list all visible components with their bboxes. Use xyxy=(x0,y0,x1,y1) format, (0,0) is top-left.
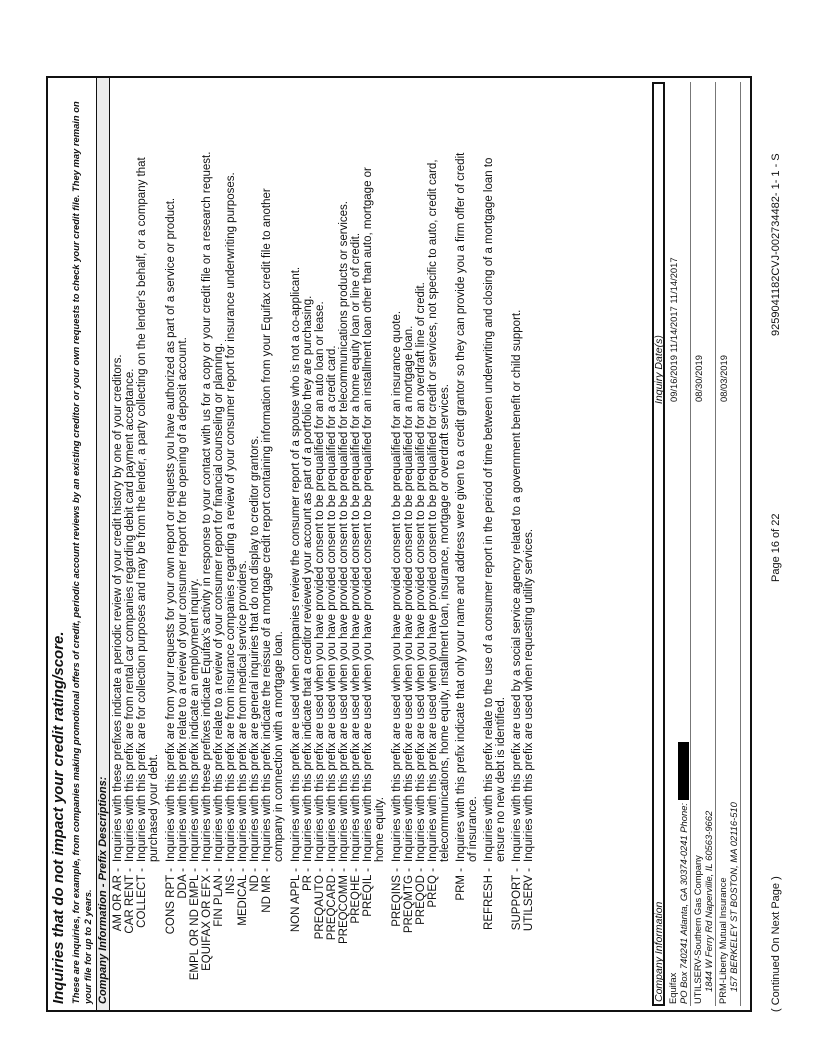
company-address: 157 BERKELEY ST BOSTON, MA 02116-510 xyxy=(728,802,739,992)
prefix-code: ND - xyxy=(249,868,261,892)
prefix-description: Inquiries with this prefix are from medical service providers. xyxy=(237,560,249,862)
prefix-description: Inquiries with this prefix are used when you have provided consent to be prequalified for an installment loan other than auto, mortgage or xyxy=(362,167,374,862)
prefix-code: PREQCARD - xyxy=(326,868,338,941)
company-name: PRM-Liberty Mutual Insurance xyxy=(717,877,728,1004)
continued-note: ( Continued On Next Page ) xyxy=(770,876,782,1012)
table-row xyxy=(691,82,716,1006)
prefix-code: UTILSERV - xyxy=(523,868,535,932)
company-address: PO Box 740241 Atlanta, GA 30374-0241 Phone: xyxy=(678,742,689,1004)
prefix-code: COLLECT - xyxy=(136,868,148,928)
prefix-code: PREQHE - xyxy=(350,868,362,924)
prefix-description: Inquiries with these prefixes indicate a periodic review of your credit history by one of your creditors. xyxy=(112,354,124,862)
prefix-code: ND MR - xyxy=(261,868,273,913)
prefix-description: Inquiries with this prefix indicate an employment inquiry. xyxy=(189,578,201,862)
prefix-code: INS - xyxy=(225,868,237,895)
prefix-code: PR - xyxy=(302,868,314,891)
prefix-description: Inquiries with this prefix are used when companies review the consumer report of a spouse who is not a co-applicant. xyxy=(290,266,302,862)
prefix-descriptions-title: Company Information - Prefix Descriptions: xyxy=(97,776,109,1004)
prefix-description: Inquiries with this prefix relate to the use of a consumer report in the period of time between underwriting and closing of a mortgage loan to xyxy=(483,157,495,862)
prefix-description-continued: telecommunications, home equity, installment loan, insurance, mortgage or overdraft services. xyxy=(439,384,451,862)
inquiry-dates: 09/16/2019 11/14/2017 11/14/2017 xyxy=(668,257,679,402)
prefix-code: PREQMTG - xyxy=(403,868,415,934)
company-table-header xyxy=(652,82,665,1006)
dates-column-header: Inquiry Date(s) xyxy=(653,335,665,404)
prefix-description-continued: company in connection with a mortgage loan. xyxy=(273,631,285,862)
prefix-description: Inquiries with this prefix are used when requesting utility services. xyxy=(523,528,535,862)
prefix-description-continued: home equity. xyxy=(374,797,386,862)
prefix-code: CONS RPT - xyxy=(165,868,177,935)
company-name: UTILSERV-Southern Gas Company xyxy=(692,855,703,1004)
inquiries-section xyxy=(46,76,752,1012)
prefix-description: Inquiries with this prefix are used when you have provided consent to be prequalified for a home equity loan or line of credit. xyxy=(350,232,362,862)
prefix-code: PREQINS - xyxy=(391,868,403,927)
prefix-code: PRM - xyxy=(455,868,467,901)
prefix-description-continued: ensure no new debt is identified. xyxy=(495,697,507,862)
prefix-code: EQUIFAX OR EFX - xyxy=(201,868,213,971)
prefix-description: Inquiries with this prefix are used when you have provided consent to be prequalified for a mortgage loan. xyxy=(403,325,415,862)
company-address: 1844 W Ferry Rd Naperville, IL 60563-9662 xyxy=(703,810,714,992)
company-column-header: Company Information xyxy=(653,901,665,1002)
prefix-code: DDA - xyxy=(177,868,189,899)
prefix-description: Inquiries with this prefix are used when you have provided consent to be prequalified for an auto loan or lease. xyxy=(314,301,326,862)
prefix-code: AM OR AR - xyxy=(112,868,124,932)
prefix-description: Inquiries with this prefix relate to a review of your consumer report for financial counseling or planning. xyxy=(213,342,225,862)
prefix-description-continued: of insurance. xyxy=(467,796,479,862)
prefix-description: Inquiries with this prefix are used when you have provided consent to be prequalified for an overdraft line of credit. xyxy=(415,282,427,862)
prefix-code: PREQCOMM - xyxy=(338,868,350,945)
prefix-description: Inquiries with this prefix are from rental car companies regarding debit card payment acceptance. xyxy=(124,368,136,862)
prefix-code: CAR RENT - xyxy=(124,868,136,934)
prefix-code: EMPL OR ND EMPL - xyxy=(189,868,201,981)
prefix-code: SUPPORT - xyxy=(511,868,523,931)
prefix-descriptions-header xyxy=(96,78,110,1010)
prefix-code: PREQAUTO - xyxy=(314,868,326,940)
section-heading: Inquiries that do not impact your credit rating/score. xyxy=(50,631,67,1004)
prefix-code: PREQOD - xyxy=(415,868,427,925)
prefix-description: Inquiries with this prefix indicate the reissue of a mortgage credit report containing information from your Equifax credit file to another xyxy=(261,188,273,862)
page-number: Page 16 of 22 xyxy=(770,513,782,582)
prefix-description: Inquiries with this prefix are used by a social service agency related to a government benefit or child support. xyxy=(511,309,523,862)
table-row xyxy=(716,82,741,1006)
prefix-description: Inquiries with this prefix are from your requests for your own report or requests you have authorized as part of a service or product. xyxy=(165,197,177,862)
section-subtitle: These are inquiries, for example, from companies making promotional offers of credit, periodic account reviews by an existing creditor or your own requests to check your credit file. They may remain on your file for up to 2 years. xyxy=(70,101,93,1004)
prefix-description: Inquires with this prefix indicate that only your name and address were given to a credit grantor so they can provide you a firm offer of credit xyxy=(455,152,467,862)
document-reference: 9259041182CVJ-002734482- 1- 1 - S xyxy=(770,153,782,336)
prefix-description: Inquiries with this prefix are used when you have provided consent to be prequalified for credit or services, not specific to auto, credit card, xyxy=(427,159,439,862)
prefix-description: Inquiries with this prefix indicate that a creditor reviewed your account as part of a portfolio they are purchasing. xyxy=(302,295,314,862)
prefix-description: Inquiries with this prefix are for collection purposes and may be from the lender, a party collecting on the lender's behalf, or a company that xyxy=(136,157,148,862)
prefix-code: FIN PLAN - xyxy=(213,868,225,927)
prefix-code: REFRESH - xyxy=(483,868,495,930)
prefix-code: NON APPL - xyxy=(290,868,302,933)
prefix-description-continued: purchased your debt. xyxy=(148,753,160,862)
prefix-description: Inquiries with this prefix are used when you have provided consent to be prequalified for a credit card. xyxy=(326,345,338,862)
prefix-description: Inquiries with this prefix are general inquiries that do not display to creditor grantors. xyxy=(249,435,261,862)
prefix-description: Inquiries with this prefix are used when you have provided consent to be prequalified for an insurance quote. xyxy=(391,310,403,862)
prefix-code: PREQIL - xyxy=(362,868,374,917)
prefix-description: Inquiries with these prefixes indicate Equifax's activity in response to your contact with us for a copy or your credit file or a research request. xyxy=(201,151,213,862)
prefix-description: Inquiries with this prefix are used when you have provided consent to be prequalified for telecommunications products or services. xyxy=(338,201,350,862)
inquiry-dates: 08/30/2019 xyxy=(693,355,704,402)
table-row xyxy=(666,82,691,1006)
prefix-code: MEDICAL - xyxy=(237,868,249,926)
redacted-block xyxy=(678,742,689,800)
inquiry-dates: 08/03/2019 xyxy=(718,355,729,402)
prefix-code: PREQ - xyxy=(427,868,439,908)
prefix-description: Inquiries with this prefix relate to a review of your consumer report for the opening of a deposit account. xyxy=(177,337,189,862)
company-name: Equifax xyxy=(667,972,678,1004)
prefix-description: Inquiries with this prefix are from insurance companies regarding a review of your consumer report for insurance underwriting purposes. xyxy=(225,172,237,862)
